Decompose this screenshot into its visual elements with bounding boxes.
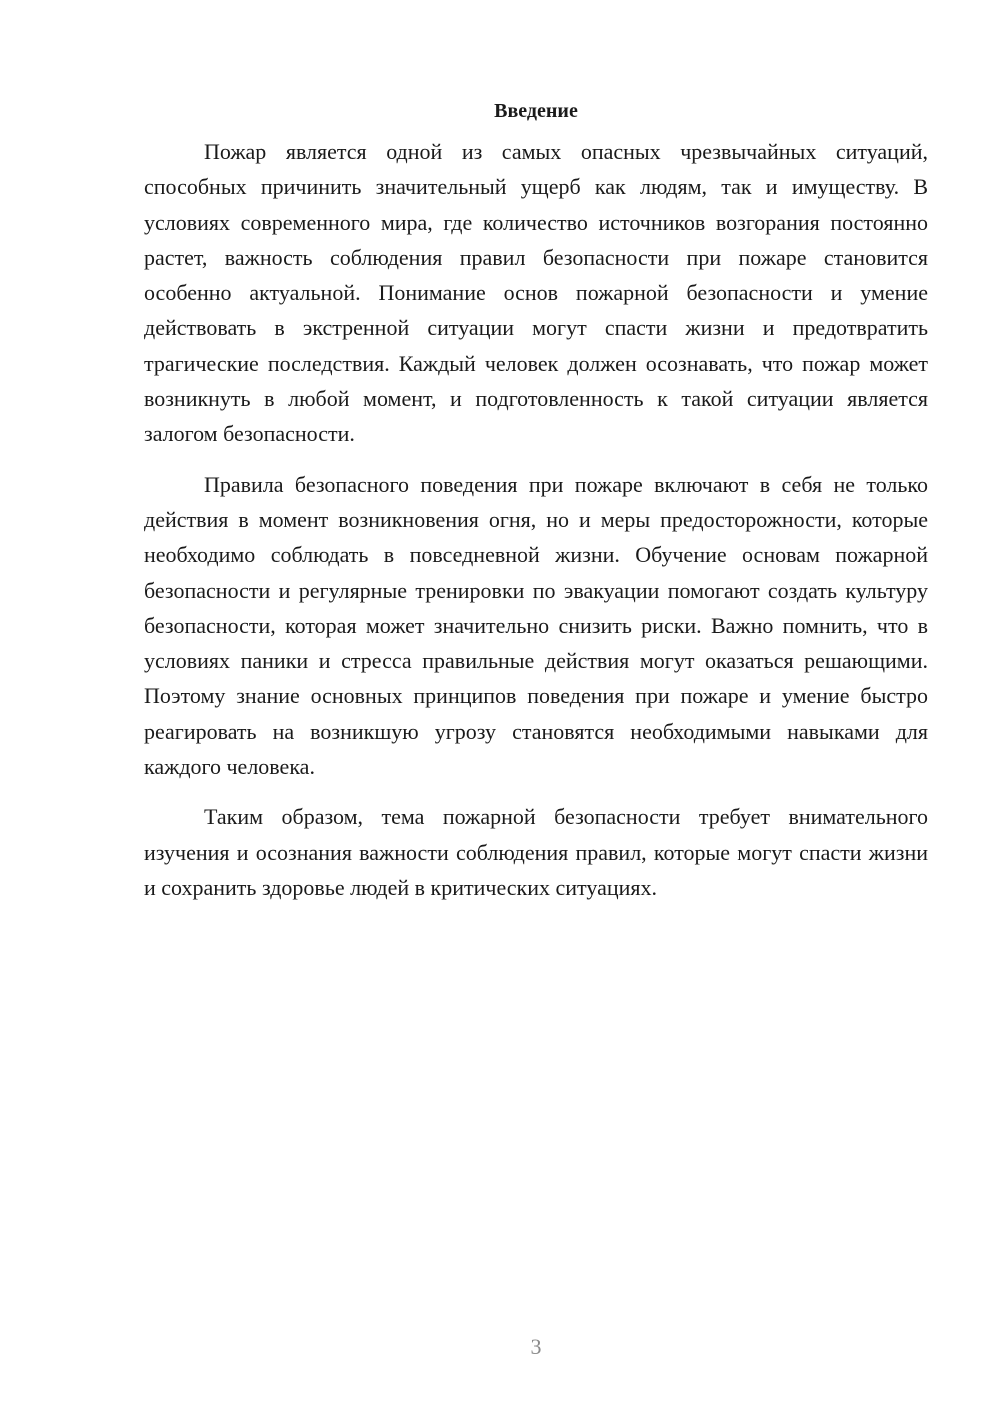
paragraph-3: Таким образом, тема пожарной безопасности требует внимательного изучения и осознания важности соблюдения правил, которые могут спасти жизни и сохранить здоровье людей в критических ситуациях. (144, 804, 928, 900)
paragraph-2: Правила безопасного поведения при пожаре включают в себя не только действия в момент возникновения огня, но и меры предосторожности, которые необходимо соблюдать в повседневной жизни. Обучение основам пожарной безопасности и регулярные тренировки по эвакуации помогают создать культуру безопасности, которая может значительно снизить риски. Важно помнить, что в условиях паники и стресса правильные действия могут оказаться решающими. Поэтому знание основных принципов поведения при пожаре и умение быстро реагировать на возникшую угрозу становятся необходимыми навыками для каждого человека. (144, 471, 928, 780)
section-title: Введение (494, 100, 578, 122)
page-content (144, 98, 928, 920)
page-number: 3 (530, 1334, 542, 1359)
paragraph-1: Пожар является одной из самых опасных чрезвычайных ситуаций, способных причинить значительный ущерб как людям, так и имуществу. В условиях современного мира, где количество источников возгорания постоянно растет, важность соблюдения правил безопасности при пожаре становится особенно актуальной. Понимание основ пожарной безопасности и умение действовать в экстренной ситуации могут спасти жизни и предотвратить трагические последствия. Каждый человек должен осознавать, что пожар может возникнуть в любой момент, и подготовленность к такой ситуации является залогом безопасности. (144, 139, 928, 447)
